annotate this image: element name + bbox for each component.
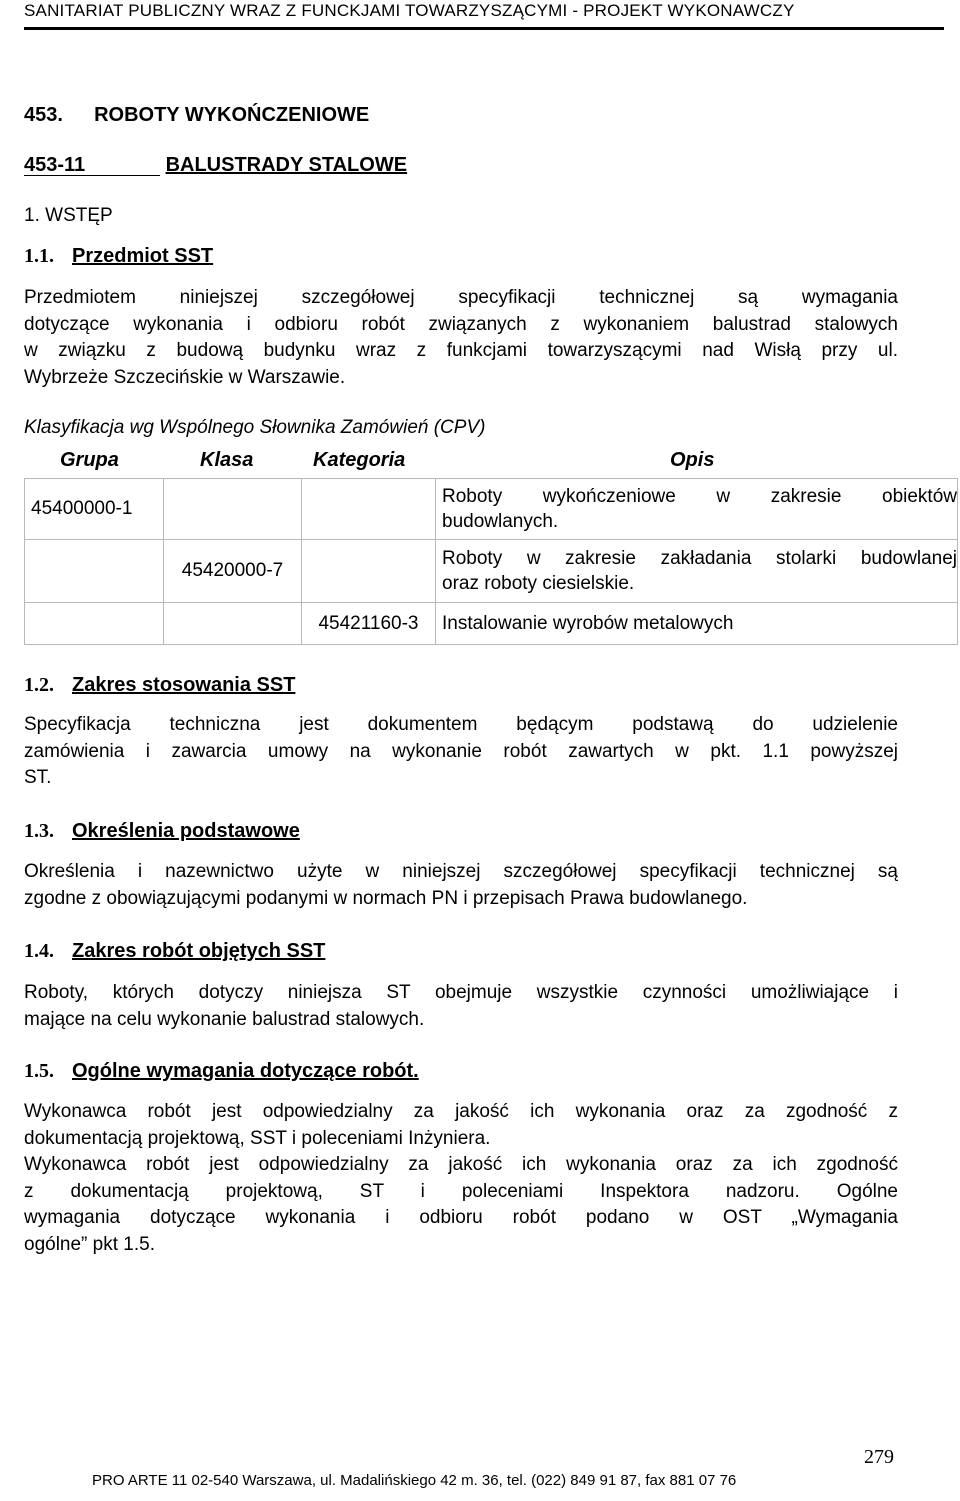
- cell-grupa: [25, 540, 164, 603]
- section-title: Przedmiot SST: [72, 245, 214, 267]
- section-number: 1.3.: [24, 820, 54, 842]
- wstep-title: WSTĘP: [45, 205, 113, 226]
- section-1-1-heading: [24, 245, 213, 268]
- text-line: ST.: [24, 767, 52, 788]
- section-1-4-heading: [24, 940, 325, 963]
- page-header: SANITARIAT PUBLICZNY WRAZ Z FUNCKJAMI TOWARZYSZĄCYMI - PROJEKT WYKONAWCZY: [24, 0, 944, 30]
- paragraph-1-2: [24, 712, 898, 792]
- col-header-grupa: Grupa: [60, 449, 119, 471]
- cell-klasa: [164, 603, 302, 645]
- section-number: 1.4.: [24, 940, 54, 962]
- subchapter-title: BALUSTRADY STALOWE: [165, 154, 408, 176]
- page-number: 279: [864, 1446, 894, 1468]
- section-title: Zakres stosowania SST: [72, 674, 296, 696]
- cell-grupa: 45400000-1: [25, 479, 164, 540]
- cell-kategoria: [302, 540, 436, 603]
- wstep-number: 1.: [24, 205, 40, 226]
- section-title: Określenia podstawowe: [72, 820, 300, 842]
- cpv-table: [24, 478, 958, 645]
- section-1-2-heading: [24, 674, 295, 697]
- col-header-kategoria: Kategoria: [313, 449, 406, 471]
- col-header-klasa: Klasa: [200, 449, 254, 471]
- chapter-title: ROBOTY WYKOŃCZENIOWE: [94, 104, 370, 126]
- chapter-heading: [24, 104, 369, 127]
- text-line: Przedmiotem niniejszej szczegółowej specyfikacji technicznej są wymagania: [24, 287, 898, 308]
- wstep-heading: [24, 205, 113, 227]
- text-line: z dokumentacją projektową, ST i poleceniami Inspektora nadzoru. Ogólne: [24, 1180, 898, 1202]
- table-row: [25, 540, 958, 603]
- text-line: Specyfikacja techniczna jest dokumentem będącym podstawą do udzielenie: [24, 714, 898, 735]
- text-line: wymagania dotyczące wykonania i odbioru robót podano w OST „Wymagania: [24, 1207, 898, 1228]
- section-number: 1.5.: [24, 1060, 54, 1082]
- text-line: Roboty, których dotyczy niniejsza ST obejmuje wszystkie czynności umożliwiające i: [24, 982, 898, 1003]
- cell-kategoria: [302, 479, 436, 540]
- cell-opis: [436, 540, 958, 603]
- cell-opis: [436, 479, 958, 540]
- paragraph-1-1: [24, 285, 898, 391]
- text-line: Określenia i nazewnictwo użyte w niniejszej szczegółowej specyfikacji technicznej są: [24, 861, 898, 882]
- text-line: Wykonawca robót jest odpowiedzialny za jakość ich wykonania oraz za ich zgodność: [24, 1154, 898, 1175]
- opis-line: oraz roboty ciesielskie.: [442, 573, 635, 594]
- cell-klasa: [164, 479, 302, 540]
- cell-grupa: [25, 603, 164, 645]
- cpv-caption: Klasyfikacja wg Wspólnego Słownika Zamówień (CPV): [24, 417, 486, 438]
- text-line: mające na celu wykonanie balustrad stalowych.: [24, 1008, 425, 1030]
- text-line: Wybrzeże Szczecińskie w Warszawie.: [24, 366, 346, 388]
- table-row: [25, 603, 958, 645]
- opis-line: Roboty wykończeniowe w zakresie obiektów: [442, 486, 957, 507]
- text-line: zgodne z obowiązującymi podanymi w normach PN i przepisach Prawa budowlanego.: [24, 887, 748, 909]
- section-title: Zakres robót objętych SST: [72, 940, 326, 962]
- text-line: w związku z budową budynku wraz z funkcjami towarzyszącymi nad Wisłą przy ul.: [24, 340, 898, 361]
- chapter-number: 453.: [24, 104, 63, 126]
- section-number: 1.1.: [24, 245, 54, 267]
- section-1-5-heading: [24, 1060, 419, 1083]
- paragraph-1-4: [24, 980, 898, 1033]
- opis-line: Roboty w zakresie zakładania stolarki budowlanej: [442, 548, 957, 569]
- text-line: Wykonawca robót jest odpowiedzialny za jakość ich wykonania oraz za zgodność z: [24, 1101, 898, 1122]
- col-header-opis: Opis: [670, 449, 715, 471]
- subchapter-number: 453-11: [24, 155, 160, 176]
- section-title: Ogólne wymagania dotyczące robót.: [72, 1060, 419, 1082]
- section-1-3-heading: [24, 820, 300, 843]
- cell-klasa: 45420000-7: [164, 540, 302, 603]
- cell-kategoria: 45421160-3: [302, 603, 436, 645]
- table-row: [25, 479, 958, 540]
- opis-line: budowlanych.: [442, 511, 559, 532]
- section-number: 1.2.: [24, 674, 54, 696]
- text-line: dotyczące wykonania i odbioru robót związanych z wykonaniem balustrad stalowych: [24, 313, 898, 335]
- paragraph-1-3: [24, 859, 898, 912]
- page-footer: PRO ARTE 11 02-540 Warszawa, ul. Madalińskiego 42 m. 36, tel. (022) 849 91 87, fax 881 07 76: [92, 1472, 737, 1489]
- text-line: zamówienia i zawarcia umowy na wykonanie robót zawartych w pkt. 1.1 powyższej: [24, 740, 898, 762]
- text-line: ogólne” pkt 1.5.: [24, 1233, 155, 1255]
- cell-opis: Instalowanie wyrobów metalowych: [436, 603, 958, 645]
- text-line: dokumentacją projektową, SST i poleceniami Inżyniera.: [24, 1127, 491, 1149]
- paragraph-1-5: [24, 1099, 898, 1258]
- subchapter-heading: [24, 154, 407, 177]
